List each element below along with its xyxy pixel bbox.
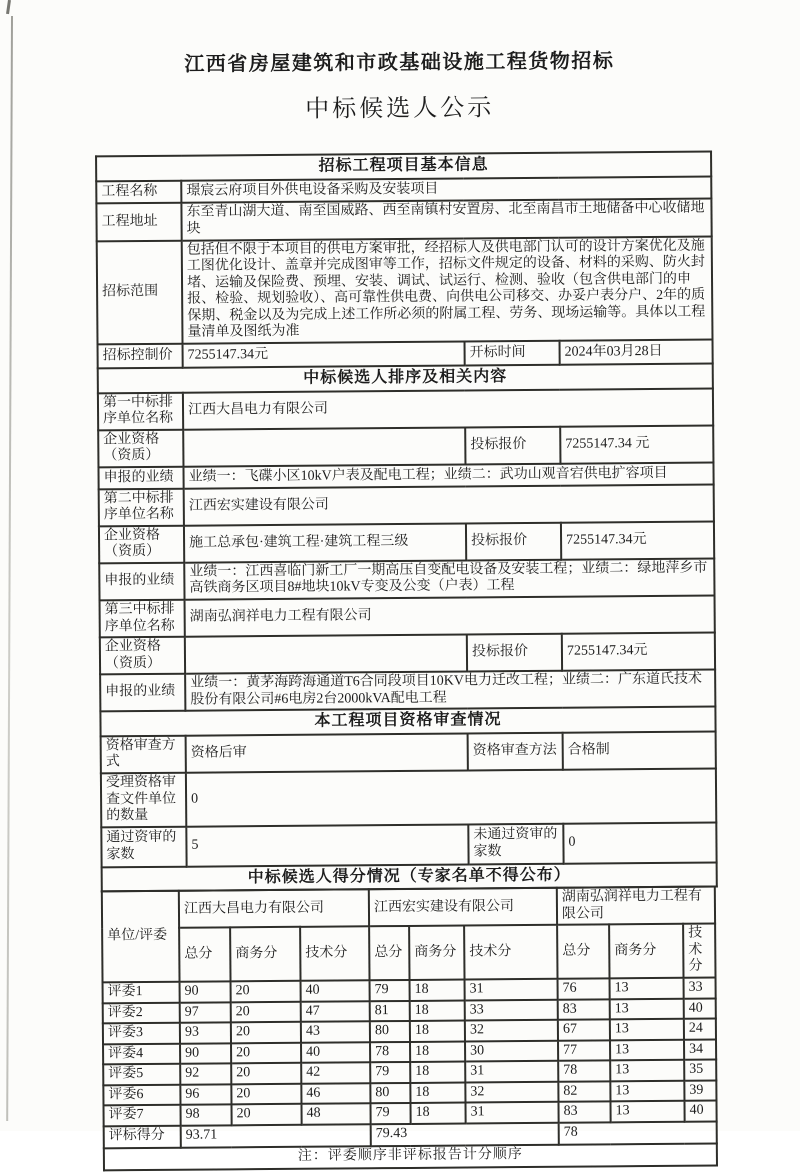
score-cell: 78 [558, 1060, 610, 1081]
score-cell: 40 [684, 998, 716, 1019]
footnote-row [104, 1143, 717, 1170]
company2-total-header: 总分 [369, 926, 409, 980]
score-cell: 33 [684, 978, 716, 999]
project-name-label: 工程名称 [96, 181, 181, 204]
candidate2-performance-label: 申报的业绩 [99, 563, 184, 601]
score-cell: 80 [370, 1083, 410, 1104]
company3-business-header: 商务分 [609, 924, 683, 978]
section-header-scores: 中标候选人得分情况（专家名单不得公布） [102, 862, 717, 892]
score-cell: 40 [301, 980, 370, 1001]
document-title-line2: 中标候选人公示 [305, 95, 495, 123]
score-cell: 43 [301, 1021, 370, 1042]
score-cell: 96 [180, 1084, 231, 1105]
score-cell: 33 [465, 999, 558, 1020]
row-candidate3-qualification [100, 633, 715, 675]
candidate1-name: 江西大昌电力有限公司 [183, 388, 713, 429]
candidate1-performance-label: 申报的业绩 [98, 467, 183, 490]
candidate2-rank-label: 第二中标排序单位名称 [99, 489, 184, 527]
candidate3-bid-label: 投标报价 [467, 634, 562, 672]
score-company3-name: 湖南弘润祥电力工程有限公司 [557, 887, 715, 925]
score-cell: 18 [410, 1103, 465, 1124]
judge1-label: 评委1 [103, 982, 180, 1003]
score-cell: 76 [558, 978, 610, 999]
score-cell: 40 [301, 1042, 370, 1063]
candidate3-qualification-label: 企业资格（资质） [100, 637, 185, 675]
score-cell: 31 [465, 1102, 558, 1123]
accepted-docs-value: 0 [186, 769, 716, 827]
company3-tech-header: 技术分 [683, 924, 715, 978]
score-cell: 18 [410, 1062, 465, 1083]
open-time-label: 开标时间 [465, 341, 560, 366]
score-cell: 31 [465, 979, 558, 1000]
passed-review-label: 通过资审的家数 [101, 826, 186, 867]
score-cell: 78 [370, 1041, 410, 1062]
score-cell: 77 [558, 1040, 610, 1061]
row-review-method [101, 732, 716, 774]
score-cell: 83 [558, 999, 610, 1020]
score-cell: 90 [180, 981, 231, 1002]
document-title-line1: 江西省房屋建筑和市政基础设施工程货物招标 [184, 50, 615, 76]
open-time-value: 2024年03月28日 [560, 340, 713, 365]
project-address-value: 东至青山湖大道、南至国威路、西至南镇村安置房、北至南昌市土地储备中心收储地块 [181, 198, 711, 240]
score-cell: 18 [410, 1082, 465, 1103]
company2-business-header: 商务分 [409, 926, 464, 980]
company3-total-header: 总分 [557, 925, 609, 979]
score-cell: 34 [684, 1039, 716, 1060]
score-cell: 40 [684, 1101, 716, 1122]
judge5-label: 评委5 [103, 1064, 180, 1085]
score-cell: 90 [180, 1043, 231, 1064]
control-price-value: 7255147.34元 [183, 341, 465, 367]
score-cell: 98 [180, 1104, 231, 1125]
score-cell: 20 [231, 1042, 301, 1063]
score-header-companies [102, 887, 715, 929]
score-cell: 93 [180, 1022, 231, 1043]
score-cell: 35 [684, 1060, 716, 1081]
failed-review-label: 未通过资审的家数 [468, 823, 563, 864]
candidate3-name: 湖南弘润祥电力工程有限公司 [185, 596, 715, 637]
candidate2-performance-value: 业绩一：江西喜临门新工厂一期高压自变配电设备及安装工程；业绩二：绿地萍乡市高铁商务区项目8#地块10kV专变及公变（户表）工程 [184, 559, 714, 600]
score-cell: 18 [410, 980, 465, 1001]
row-passed-review [101, 822, 716, 867]
score-cell: 18 [410, 1021, 465, 1042]
project-name-value: 璟宸云府项目外供电设备采购及安装项目 [181, 176, 711, 202]
score-cell: 20 [231, 981, 301, 1002]
score-cell: 13 [610, 1080, 684, 1101]
control-price-label: 招标控制价 [98, 344, 183, 369]
review-approach-label: 资格审查方法 [468, 733, 563, 771]
candidate1-bid-label: 投标报价 [465, 427, 560, 465]
row-candidate2-qualification [99, 521, 714, 563]
score-cell: 48 [301, 1103, 370, 1124]
company1-tech-header: 技术分 [300, 927, 369, 981]
section-header-basic-info: 招标工程项目基本信息 [96, 152, 711, 182]
score-cell: 80 [370, 1021, 410, 1042]
score-cell: 79 [370, 980, 410, 1001]
score-table [101, 886, 718, 1171]
score-cell: 31 [465, 1061, 558, 1082]
score-cell: 20 [231, 1001, 301, 1022]
candidate3-performance-label: 申报的业绩 [100, 674, 185, 712]
candidate3-rank-label: 第三中标排序单位名称 [100, 600, 185, 638]
row-candidate2-name [99, 484, 714, 526]
candidate3-performance-value: 业绩一：黄茅海跨海通道T6合同段项目10KV电力迁改工程；业绩二：广东道氏技术股份有限公司#6电房2台2000kVA配电工程 [185, 670, 715, 711]
accepted-docs-label: 受理资格审查文件单位的数量 [101, 773, 186, 827]
row-candidate2-performance [99, 559, 714, 601]
score-cell: 24 [684, 1019, 716, 1040]
review-method-label: 资格审查方式 [101, 736, 186, 774]
score-cell: 20 [231, 1104, 301, 1125]
score-cell: 13 [610, 978, 684, 999]
score-cell: 13 [610, 1101, 684, 1122]
candidate1-rank-label: 第一中标排序单位名称 [98, 393, 183, 431]
company2-final-score: 79.43 [371, 1122, 559, 1145]
score-cell: 32 [465, 1081, 558, 1102]
judge6-label: 评委6 [103, 1084, 180, 1105]
review-method-value: 资格后审 [186, 733, 468, 772]
score-cell: 20 [231, 1022, 301, 1043]
score-cell: 82 [558, 1081, 610, 1102]
score-cell: 30 [465, 1040, 558, 1061]
score-cell: 18 [410, 1000, 465, 1021]
score-cell: 13 [610, 1019, 684, 1040]
footnote-text: 注：评委顺序非评标报告计分顺序 [104, 1143, 717, 1170]
review-approach-value: 合格制 [563, 732, 716, 770]
score-cell: 46 [301, 1083, 370, 1104]
section-header-qualification-review: 本工程项目资格审查情况 [100, 707, 715, 737]
candidate1-bid-value: 7255147.34 元 [560, 425, 713, 463]
candidate1-performance-value: 业绩一：飞碟小区10kV户表及配电工程；业绩二：武功山观音宕供电扩容项目 [183, 462, 713, 488]
score-cell: 20 [231, 1083, 301, 1104]
candidate3-qualification-value [185, 635, 467, 674]
bid-scope-value: 包括但不限于本项目的供电方案审批，经招标人及供电部门认可的设计方案优化及施工图优化设计、盖章并完成图审等工作，招标文件规定的设备、材料的采购、防火封堵、运输及保险费、预埋、安装、调试、试运行、检测、验收（包含供电部门的申报、检验、规划验收）、高可靠性供电费、向供电公司移交、办妥户表分户、2年的质保期、税金以及为完成上述工作所必须的附属工程、劳务、现场运输等。具体以工程量清单及图纸为准 [182, 236, 713, 343]
judge2-label: 评委2 [103, 1002, 180, 1023]
row-project-address [96, 198, 711, 241]
candidate2-qualification-label: 企业资格（资质） [99, 526, 184, 564]
company2-tech-header: 技术分 [464, 925, 557, 979]
candidate2-bid-value: 7255147.34元 [561, 521, 714, 559]
score-cell: 97 [180, 1002, 231, 1023]
score-company1-name: 江西大昌电力有限公司 [179, 890, 369, 929]
score-cell: 81 [370, 1000, 410, 1021]
score-cell: 83 [558, 1101, 610, 1122]
candidate1-qualification-value [183, 427, 465, 466]
candidate2-qualification-value: 施工总承包·建筑工程·建筑工程三级 [184, 523, 466, 562]
company1-total-header: 总分 [179, 928, 230, 982]
judge3-label: 评委3 [103, 1023, 180, 1044]
score-cell: 92 [180, 1063, 231, 1084]
company3-final-score: 78 [559, 1121, 717, 1144]
candidate1-qualification-label: 企业资格（资质） [98, 430, 183, 468]
passed-review-value: 5 [186, 824, 468, 866]
main-info-table [95, 151, 718, 893]
score-cell: 13 [610, 998, 684, 1019]
section-header-candidates: 中标候选人排序及相关内容 [98, 364, 713, 394]
score-cell: 13 [610, 1060, 684, 1081]
company1-business-header: 商务分 [230, 927, 300, 981]
score-cell: 32 [465, 1020, 558, 1041]
row-candidate1-qualification [98, 425, 713, 467]
score-cell: 79 [370, 1103, 410, 1124]
score-cell: 20 [231, 1063, 301, 1084]
row-candidate3-name [100, 596, 715, 638]
candidate3-bid-value: 7255147.34元 [562, 633, 715, 671]
company1-final-score: 93.71 [181, 1124, 371, 1147]
row-bid-scope [97, 236, 713, 344]
score-cell: 79 [370, 1062, 410, 1083]
score-cell: 13 [610, 1039, 684, 1060]
bid-scope-label: 招标范围 [97, 241, 183, 345]
project-address-label: 工程地址 [96, 203, 181, 242]
score-header-columns [102, 924, 715, 982]
row-candidate1-name [98, 388, 713, 430]
judge4-label: 评委4 [103, 1043, 180, 1064]
row-candidate3-performance [100, 670, 715, 712]
candidate2-bid-label: 投标报价 [466, 523, 561, 561]
score-cell: 47 [301, 1001, 370, 1022]
final-score-label: 评标得分 [104, 1125, 181, 1148]
candidate2-name: 江西宏实建设有限公司 [184, 484, 714, 525]
score-cell: 18 [410, 1041, 465, 1062]
score-company2-name: 江西宏实建设有限公司 [369, 888, 557, 927]
score-cell: 67 [558, 1019, 610, 1040]
judge7-label: 评委7 [103, 1105, 180, 1126]
unit-judge-label: 单位/评委 [102, 891, 180, 982]
score-cell: 42 [301, 1062, 370, 1083]
failed-review-value: 0 [563, 822, 716, 863]
score-cell: 39 [684, 1080, 716, 1101]
row-accepted-docs [101, 769, 716, 827]
